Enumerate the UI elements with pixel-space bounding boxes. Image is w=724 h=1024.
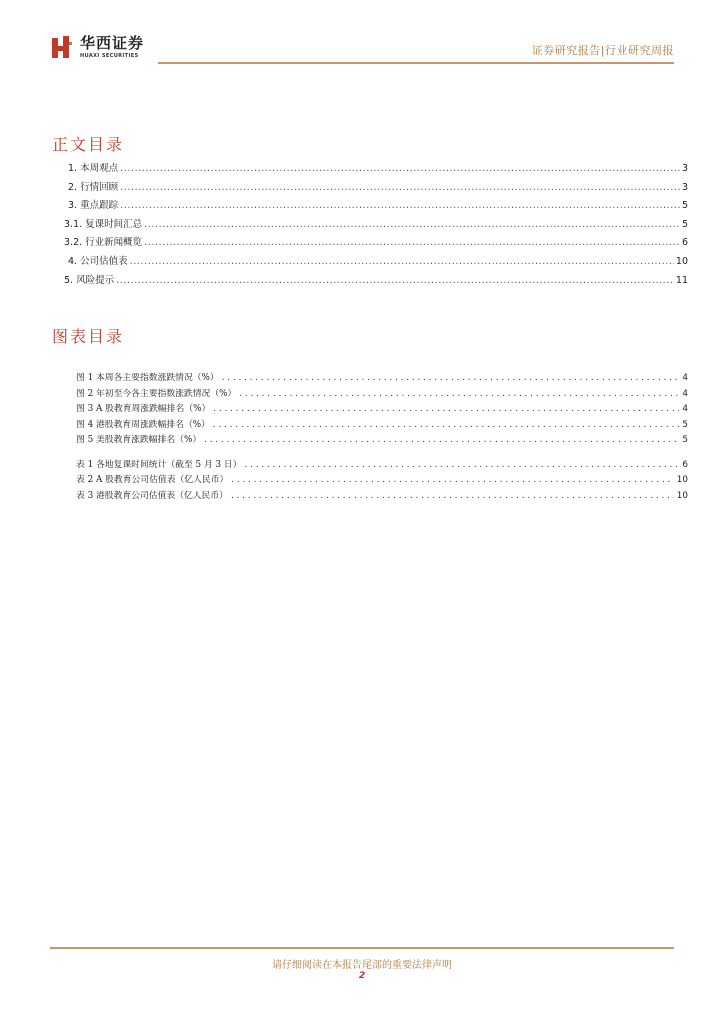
- toc-item-page: 5: [681, 200, 688, 212]
- toc-item-label: 3.2. 行业新闻概览: [64, 237, 143, 249]
- toc-item[interactable]: [68, 253, 688, 272]
- toc-list: [64, 160, 688, 290]
- leader-dots: [130, 256, 674, 267]
- leader-dots: [120, 182, 680, 193]
- table-item-label: 表 1 各地复课时间统计（截至 5 月 3 日）: [76, 459, 242, 470]
- table-item[interactable]: [76, 488, 688, 504]
- leader-dots: [116, 275, 674, 286]
- page-number: 2: [358, 971, 366, 981]
- toc-item-label: 1. 本周观点: [68, 163, 119, 174]
- table-item[interactable]: [76, 457, 688, 473]
- figure-item[interactable]: [76, 401, 688, 417]
- leader-dots: [222, 373, 680, 383]
- toc-item[interactable]: [68, 160, 688, 179]
- leader-dots: [120, 163, 680, 174]
- table-item-page: 10: [676, 475, 688, 485]
- figure-item-label: 图 2 年初至今各主要指数涨跌情况（%）: [76, 388, 237, 399]
- leader-dots: [144, 237, 680, 248]
- leader-dots: [239, 389, 679, 399]
- figure-item-page: 4: [682, 388, 688, 399]
- table-item-label: 表 3 港股教育公司估值表（亿人民币）: [76, 490, 228, 501]
- report-type: 证券研究报告|行业研究周报: [531, 44, 674, 57]
- toc-item-label: 3.1. 复课时间汇总: [64, 218, 143, 230]
- toc-item-label: 4. 公司估值表: [68, 255, 128, 267]
- footer-divider: [50, 947, 674, 949]
- leader-dots: [231, 475, 674, 485]
- figure-item-page: 5: [682, 419, 688, 430]
- leader-dots: [213, 420, 679, 430]
- footer-disclaimer: 请仔细阅读在本报告尾部的重要法律声明: [272, 960, 452, 971]
- figure-item[interactable]: [76, 417, 688, 433]
- huaxi-logo-icon: [50, 34, 74, 60]
- leader-dots: [213, 404, 679, 414]
- figure-item-page: 4: [682, 404, 688, 414]
- figure-item-page: 4: [682, 373, 688, 383]
- figures-title: 图表目录: [52, 327, 125, 346]
- toc-item-label: 2. 行情回顾: [68, 181, 119, 193]
- leader-dots: [144, 219, 680, 230]
- toc-item-page: 11: [675, 274, 688, 286]
- figure-item-label: 图 4 港股教育周涨跌幅排名（%）: [76, 419, 210, 430]
- toc-item[interactable]: [64, 272, 688, 291]
- figure-item-label: 图 5 美股教育涨跌幅排名（%）: [76, 435, 202, 445]
- leader-dots: [120, 200, 680, 211]
- table-item[interactable]: [76, 472, 688, 488]
- toc-item[interactable]: [68, 179, 688, 198]
- list-gap: [76, 448, 688, 457]
- figure-item-label: 图 1 本周各主要指数涨跌情况（%）: [76, 373, 219, 383]
- figure-list: [76, 370, 688, 503]
- table-item-label: 表 2 A 股教育公司估值表（亿人民币）: [76, 475, 229, 485]
- toc-item-page: 3: [681, 163, 688, 174]
- table-item-page: 10: [676, 490, 688, 501]
- toc-item-page: 6: [681, 237, 688, 249]
- page-header: [0, 0, 724, 70]
- table-item-page: 6: [682, 459, 688, 470]
- toc-item-label: 5. 风险提示: [64, 274, 115, 286]
- leader-dots: [245, 460, 680, 470]
- toc-item-page: 3: [681, 181, 688, 193]
- figure-item-page: 5: [682, 435, 688, 445]
- leader-dots: [204, 435, 679, 445]
- toc-title: 正文目录: [52, 135, 125, 154]
- figure-item[interactable]: [76, 370, 688, 386]
- toc-item-page: 5: [681, 218, 688, 230]
- toc-item-label: 3. 重点跟踪: [68, 200, 119, 212]
- toc-item[interactable]: [64, 234, 688, 253]
- figure-item[interactable]: [76, 386, 688, 402]
- figure-item-label: 图 3 A 股教育周涨跌幅排名（%）: [76, 404, 211, 414]
- toc-item[interactable]: [64, 216, 688, 235]
- brand-name-cn: 华西证券: [80, 34, 145, 52]
- header-divider: [158, 62, 674, 64]
- toc-item-page: 10: [675, 255, 688, 267]
- brand-name-en: HUAXI SECURITIES: [80, 53, 139, 59]
- leader-dots: [231, 491, 674, 501]
- toc-item[interactable]: [68, 197, 688, 216]
- figure-item[interactable]: [76, 432, 688, 448]
